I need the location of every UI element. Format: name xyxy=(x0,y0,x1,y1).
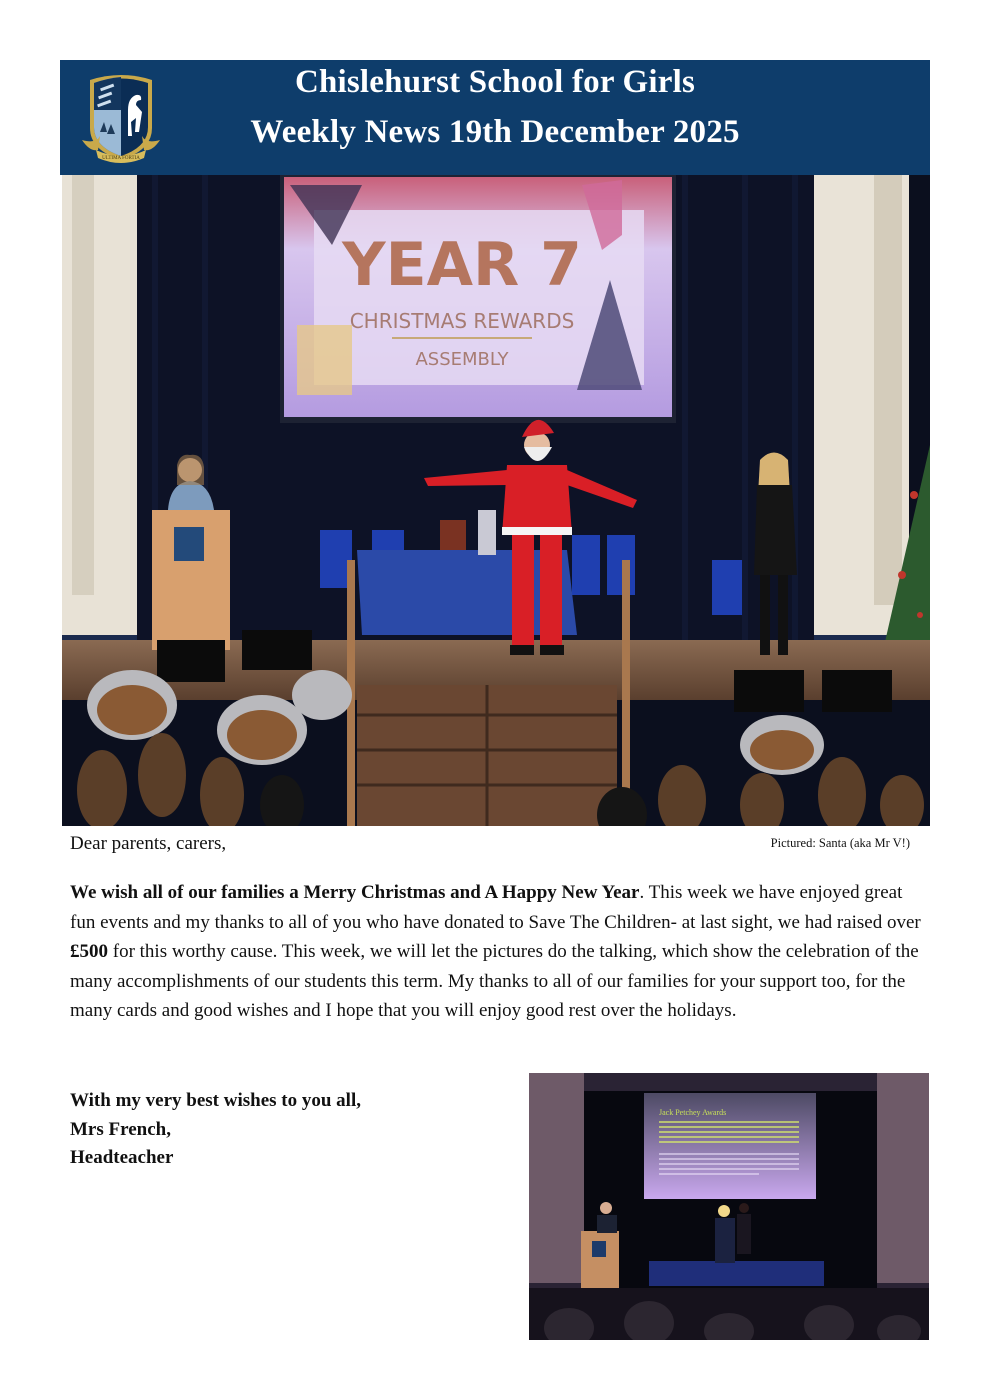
screen-subtitle-assembly: ASSEMBLY xyxy=(415,349,509,370)
awards-ceremony-photo xyxy=(529,1073,929,1340)
santa-assembly-illustration xyxy=(62,175,930,826)
santa-assembly-photo xyxy=(62,175,930,826)
awards-screen-title: Jack Petchey Awards xyxy=(659,1108,727,1117)
letter-intro-bold: We wish all of our families a Merry Christmas and A Happy New Year xyxy=(70,882,640,903)
awards-ceremony-illustration xyxy=(529,1073,929,1340)
signoff-role: Headteacher xyxy=(70,1147,174,1168)
signoff-wishes: With my very best wishes to you all, xyxy=(70,1090,361,1111)
issue-title: Weekly News 19th December 2025 xyxy=(250,114,740,150)
screen-title-year7: YEAR 7 xyxy=(342,230,582,300)
signoff-name: Mrs French, xyxy=(70,1118,171,1140)
letter-body-part3: for this worthy cause. This week, we will let the pictures do the talking, which show the celebration of the many accomplishments of our students this term. My thanks to all of our families for your support too, for the many cards and good wishes and I hope that you will enjoy good rest over the holidays. xyxy=(70,941,919,1021)
newsletter-header xyxy=(60,60,930,175)
crest-motto: ULTIMA FORTIA xyxy=(102,156,140,161)
school-name: Chislehurst School for Girls xyxy=(294,64,696,100)
letter-body xyxy=(70,878,930,1026)
letter-greeting: Dear parents, carers, xyxy=(70,833,227,854)
letter-signoff xyxy=(70,1087,361,1173)
donation-amount: £500 xyxy=(70,941,108,962)
screen-subtitle: CHRISTMAS REWARDS xyxy=(349,309,575,333)
letter-body-part2: . This week we have enjoyed great fun events and my thanks to all of you who have donated to Save The Children- at last sight, we had raised over xyxy=(70,882,921,933)
photo-caption: Pictured: Santa (aka Mr V!) xyxy=(770,836,910,850)
